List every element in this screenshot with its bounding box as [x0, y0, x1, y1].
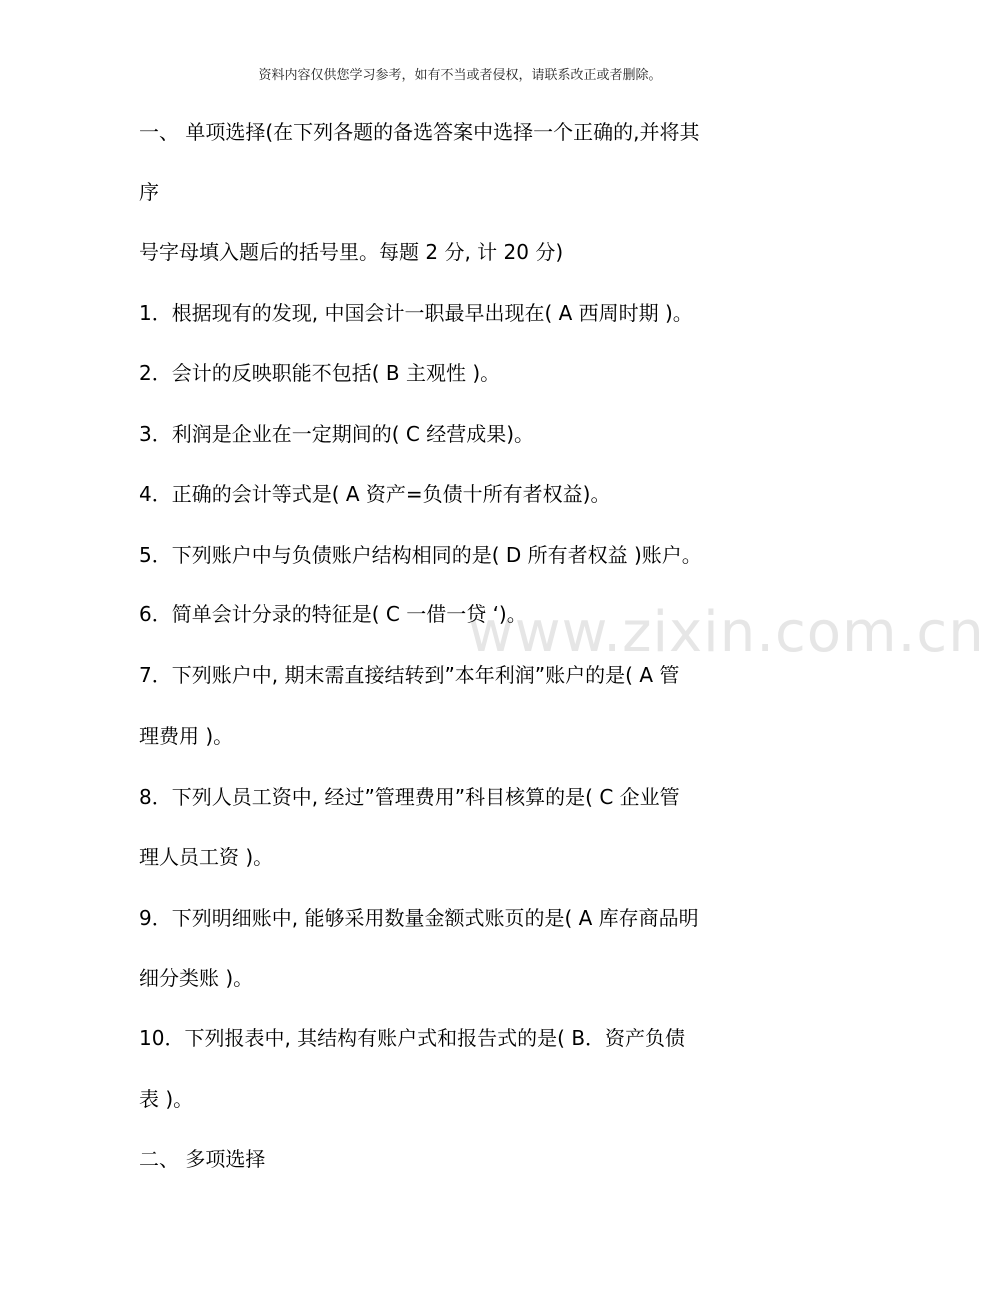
question-2: 2．会计的反映职能不包括( B 主观性 )。 [139, 361, 501, 385]
question-7: 7．下列账户中, 期末需直接结转到”本年利润”账户的是( A 管 [139, 663, 680, 687]
section-heading-single-choice: 一、 单项选择(在下列各题的备选答案中选择一个正确的,并将其 [139, 120, 700, 144]
question-8-continued: 理人员工资 )。 [139, 845, 274, 869]
question-7-continued: 理费用 )。 [139, 724, 234, 748]
question-9: 9．下列明细账中, 能够采用数量金额式账页的是( A 库存商品明 [139, 906, 699, 930]
text-line: 序 [139, 180, 159, 204]
section-heading-multiple-choice: 二、 多项选择 [139, 1147, 266, 1171]
question-1: 1．根据现有的发现, 中国会计一职最早出现在( A 西周时期 )。 [139, 301, 693, 325]
header-disclaimer: 资料内容仅供您学习参考，如有不当或者侵权，请联系改正或者删除。 [258, 68, 662, 83]
question-3: 3．利润是企业在一定期间的( C 经营成果)。 [139, 422, 535, 446]
text-line: 号字母填入题后的括号里。每题 2 分, 计 20 分) [139, 240, 564, 264]
question-9-continued: 细分类账 )。 [139, 966, 254, 990]
question-5: 5．下列账户中与负债账户结构相同的是( D 所有者权益 )账户。 [139, 543, 702, 567]
question-8: 8．下列人员工资中, 经过”管理费用”科目核算的是( C 企业管 [139, 785, 680, 809]
question-6: 6．简单会计分录的特征是( C 一借一贷 ‘)。 [139, 602, 527, 626]
question-4: 4．正确的会计等式是( A 资产=负债十所有者权益)。 [139, 482, 611, 506]
watermark: www.zixin.com.cn [468, 600, 985, 665]
question-10-continued: 表 )。 [139, 1087, 194, 1111]
question-10: 10．下列报表中, 其结构有账户式和报告式的是( B．资产负债 [139, 1026, 686, 1050]
